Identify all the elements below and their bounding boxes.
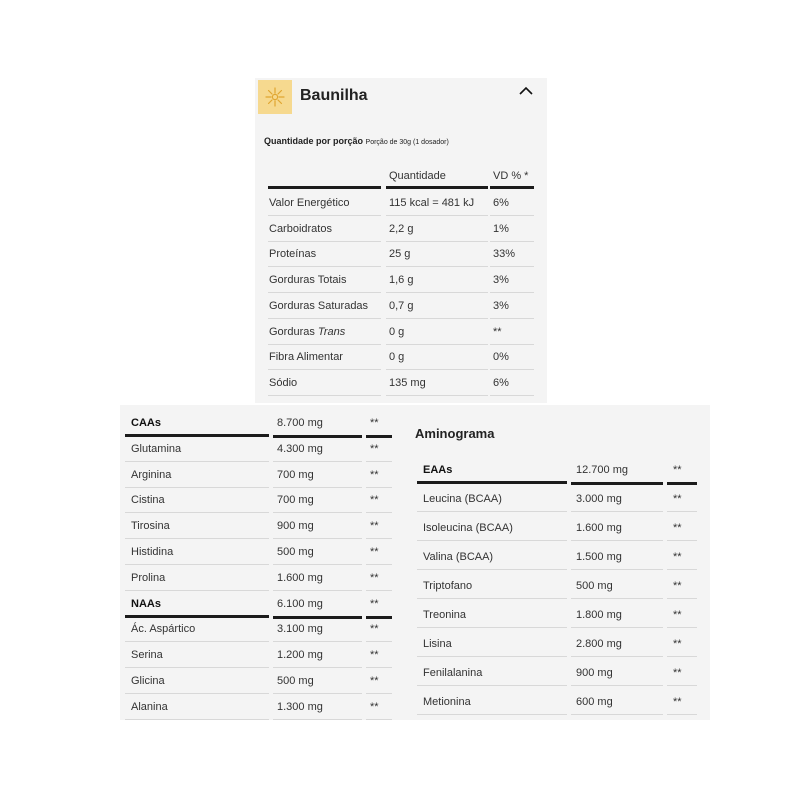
amino-vd: ** [370, 700, 379, 713]
amino-label: Tirosina [131, 520, 170, 533]
row-divider [571, 482, 663, 485]
row-divider [490, 241, 534, 242]
row-divider [417, 685, 567, 686]
nutrient-label: Gorduras Totais [269, 274, 347, 287]
nutrient-label [269, 326, 345, 338]
amino-label: Glutamina [131, 442, 182, 455]
row-divider [490, 292, 534, 293]
amino-vd: ** [370, 468, 379, 481]
nutrient-vd: 0% [493, 351, 509, 364]
row-divider [366, 538, 392, 539]
amino-qty: 1.600 mg [277, 571, 323, 584]
amino-vd: ** [370, 649, 379, 662]
row-divider [366, 693, 392, 694]
amino-qty: 1.200 mg [277, 649, 323, 662]
amino-qty: 2.800 mg [576, 638, 622, 650]
portion-detail: Porção de 30g (1 dosador) [365, 139, 449, 146]
row-divider [273, 435, 362, 438]
row-divider [273, 487, 362, 488]
row-divider [273, 590, 362, 591]
nutrition-panel [255, 78, 547, 403]
amino-label: Ác. Aspártico [131, 623, 196, 636]
nutrient-label: Carboidratos [269, 222, 332, 235]
row-divider [667, 714, 697, 715]
amino-label: Fenilalanina [423, 667, 483, 679]
row-divider [490, 215, 534, 216]
amino-vd: ** [673, 638, 682, 650]
amino-vd: ** [673, 493, 682, 505]
chevron-up-icon[interactable] [518, 84, 534, 96]
amino-vd: ** [370, 623, 379, 636]
row-divider [273, 538, 362, 539]
amino-qty: 900 mg [576, 667, 613, 679]
amino-qty: 500 mg [576, 580, 613, 592]
row-divider [667, 540, 697, 541]
amino-vd: ** [370, 494, 379, 507]
amino-qty: 6.100 mg [277, 597, 323, 610]
row-divider [125, 538, 269, 539]
amino-qty: 3.100 mg [277, 623, 323, 636]
nutrient-label: Fibra Alimentar [269, 351, 343, 364]
row-divider [667, 511, 697, 512]
row-divider [386, 241, 488, 242]
row-divider [268, 292, 381, 293]
row-divider [366, 616, 392, 619]
amino-vd: ** [370, 571, 379, 584]
amino-qty: 4.300 mg [277, 442, 323, 455]
amino-qty: 500 mg [277, 675, 314, 687]
row-divider [386, 215, 488, 216]
amino-vd: ** [370, 442, 379, 455]
nutrient-qty: 0 g [389, 325, 405, 338]
row-divider [125, 693, 269, 694]
group-label: CAAs [131, 417, 161, 429]
row-divider [417, 511, 567, 512]
row-divider [273, 693, 362, 694]
row-divider [667, 598, 697, 599]
amino-vd: ** [370, 520, 379, 533]
row-divider [268, 344, 381, 345]
amino-qty: 600 mg [576, 696, 613, 708]
row-divider [571, 714, 663, 715]
amino-qty: 1.600 mg [576, 522, 622, 534]
nutrient-qty: 0,7 g [389, 299, 414, 312]
header-rule [268, 186, 381, 189]
row-divider [386, 292, 488, 293]
row-divider [273, 641, 362, 642]
row-divider [386, 266, 488, 267]
row-divider [273, 564, 362, 565]
row-divider [273, 616, 362, 619]
amino-vd: ** [673, 551, 682, 563]
amino-qty: 3.000 mg [576, 493, 622, 505]
nutrient-qty: 1,6 g [389, 274, 414, 287]
header-rule [490, 186, 534, 189]
row-divider [273, 512, 362, 513]
nutrient-vd: 33% [493, 248, 516, 261]
row-divider [125, 590, 269, 591]
amino-qty: 700 mg [277, 494, 314, 507]
row-divider [125, 564, 269, 565]
row-divider [667, 627, 697, 628]
row-divider [125, 719, 269, 720]
row-divider [571, 511, 663, 512]
nutrient-qty: 135 mg [389, 376, 426, 389]
amino-label: Glicina [131, 675, 165, 687]
amino-qty: 500 mg [277, 546, 314, 558]
row-divider [125, 641, 269, 642]
nutrient-vd: 3% [493, 274, 509, 287]
row-divider [667, 685, 697, 686]
amino-qty: 900 mg [277, 520, 314, 533]
amino-label: Prolina [131, 571, 166, 584]
row-divider [571, 598, 663, 599]
amino-qty: 8.700 mg [277, 417, 323, 429]
nutrient-qty: 25 g [389, 248, 411, 261]
row-divider [366, 590, 392, 591]
row-divider [366, 641, 392, 642]
vanilla-flower-icon [258, 80, 292, 114]
amino-label: Triptofano [423, 580, 473, 592]
amino-label: Valina (BCAA) [423, 551, 494, 563]
amino-vd: ** [673, 667, 682, 679]
row-divider [125, 512, 269, 513]
group-rule [125, 615, 269, 618]
amino-vd: ** [673, 464, 682, 476]
amino-vd: ** [673, 696, 682, 708]
amino-vd: ** [673, 609, 682, 621]
row-divider [571, 627, 663, 628]
nutrient-label: Proteínas [269, 248, 317, 261]
row-divider [386, 395, 488, 396]
row-divider [125, 461, 269, 462]
amino-table-left [120, 405, 405, 720]
row-divider [571, 540, 663, 541]
amino-qty: 1.500 mg [576, 551, 622, 563]
amino-label: Treonina [423, 609, 467, 621]
row-divider [366, 564, 392, 565]
row-divider [417, 627, 567, 628]
amino-qty: 700 mg [277, 468, 314, 481]
nutrient-qty: 2,2 g [389, 222, 414, 235]
row-divider [667, 482, 697, 485]
amino-label: Cistina [131, 494, 165, 507]
nutrient-vd: ** [493, 325, 502, 338]
amino-label: Leucina (BCAA) [423, 493, 502, 505]
amino-vd: ** [370, 597, 379, 610]
amino-qty: 1.300 mg [277, 700, 323, 713]
row-divider [386, 369, 488, 370]
aminogram-title: Aminograma [415, 426, 495, 441]
row-divider [366, 487, 392, 488]
amino-qty: 1.800 mg [576, 609, 622, 621]
group-rule [125, 434, 269, 437]
amino-vd: ** [370, 417, 379, 429]
portion-label: Quantidade por porção [264, 136, 364, 146]
row-divider [386, 318, 488, 319]
row-divider [273, 667, 362, 668]
group-label: EAAs [423, 464, 453, 476]
header-rule [386, 186, 488, 189]
nutrient-label: Sódio [269, 376, 298, 389]
row-divider [125, 487, 269, 488]
row-divider [571, 685, 663, 686]
nutrient-label: Gorduras Saturadas [269, 299, 369, 312]
nutrient-vd: 1% [493, 222, 509, 235]
row-divider [571, 569, 663, 570]
row-divider [268, 215, 381, 216]
row-divider [273, 719, 362, 720]
row-divider [417, 598, 567, 599]
nutrient-label: Valor Energético [269, 197, 350, 209]
row-divider [268, 318, 381, 319]
row-divider [366, 667, 392, 668]
row-divider [125, 667, 269, 668]
aminogram-panel [405, 405, 710, 720]
row-divider [667, 656, 697, 657]
row-divider [571, 656, 663, 657]
nutrient-qty: 0 g [389, 351, 405, 364]
row-divider [417, 714, 567, 715]
row-divider [268, 369, 381, 370]
row-divider [366, 719, 392, 720]
row-divider [417, 569, 567, 570]
row-divider [490, 266, 534, 267]
amino-label: Metionina [423, 696, 471, 708]
amino-label: Serina [131, 649, 163, 662]
row-divider [386, 344, 488, 345]
amino-vd: ** [370, 546, 379, 558]
row-divider [417, 656, 567, 657]
nutrient-qty: 115 kcal = 481 kJ [389, 197, 475, 209]
header-quantity: Quantidade [389, 170, 446, 182]
row-divider [268, 395, 381, 396]
amino-label: Isoleucina (BCAA) [423, 522, 513, 534]
row-divider [268, 266, 381, 267]
amino-label: Lisina [423, 638, 452, 650]
row-divider [490, 318, 534, 319]
group-label: NAAs [131, 597, 161, 610]
nutrient-vd: 3% [493, 299, 509, 312]
row-divider [273, 461, 362, 462]
amino-label: Histidina [131, 546, 174, 558]
row-divider [417, 540, 567, 541]
row-divider [490, 369, 534, 370]
flavor-title: Baunilha [300, 87, 368, 104]
nutrient-label-italic: Trans [317, 325, 346, 338]
amino-vd: ** [673, 580, 682, 592]
portion-info [264, 136, 449, 146]
nutrient-vd: 6% [493, 197, 509, 209]
row-divider [268, 241, 381, 242]
row-divider [366, 435, 392, 438]
amino-label: Arginina [131, 468, 172, 481]
group-rule [417, 481, 567, 484]
amino-vd: ** [370, 675, 379, 687]
amino-vd: ** [673, 522, 682, 534]
amino-qty: 12.700 mg [576, 464, 628, 476]
row-divider [667, 569, 697, 570]
row-divider [490, 395, 534, 396]
row-divider [366, 512, 392, 513]
amino-label: Alanina [131, 700, 168, 713]
nutrient-label-text: Gorduras [269, 325, 318, 338]
row-divider [490, 344, 534, 345]
header-vd: VD % * [493, 170, 529, 182]
nutrient-vd: 6% [493, 376, 509, 389]
row-divider [366, 461, 392, 462]
